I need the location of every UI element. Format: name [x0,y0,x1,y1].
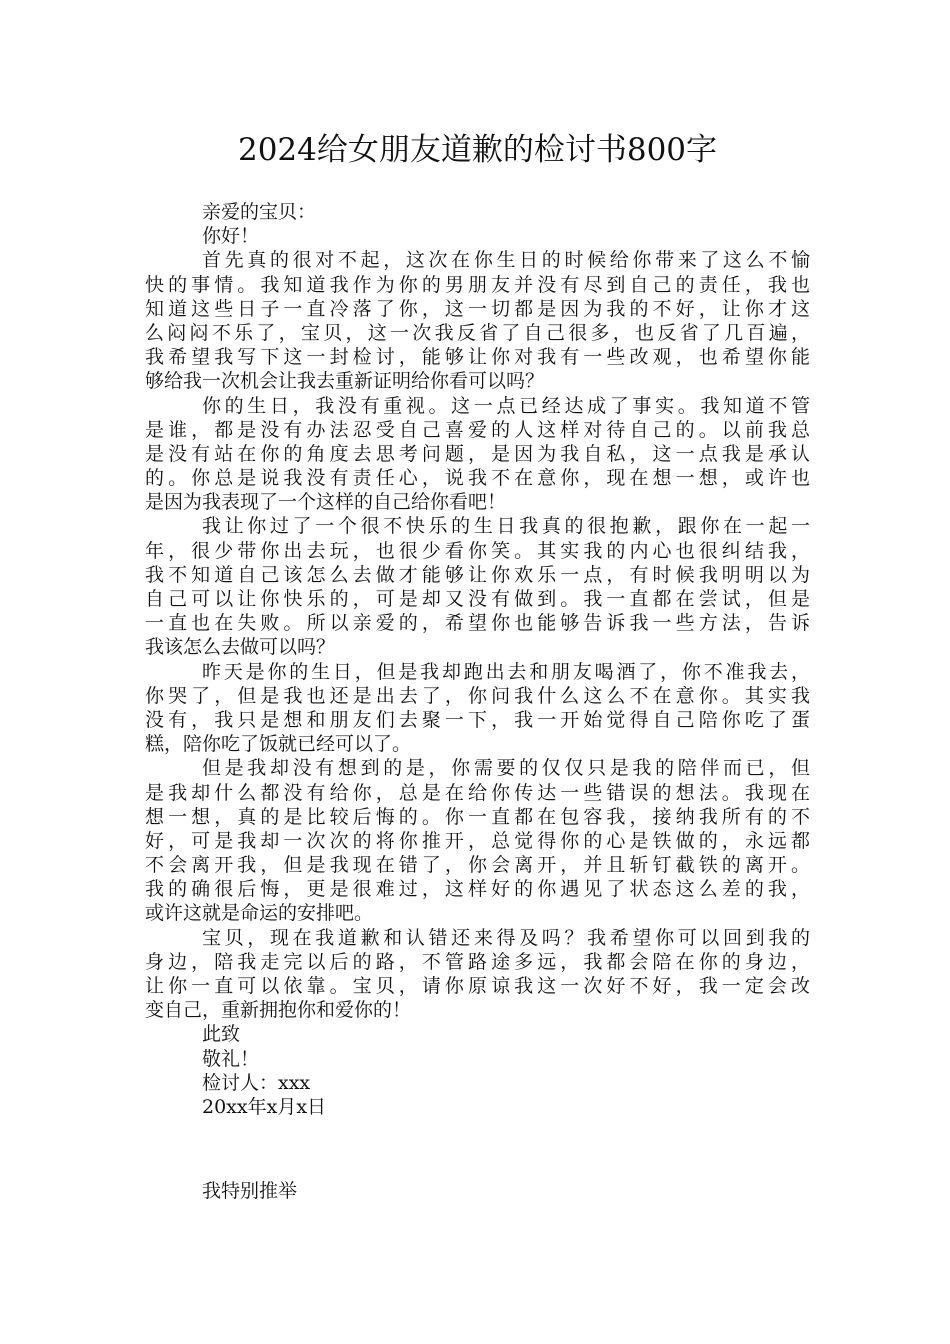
paragraph-line: 我希望我写下这一封检讨，能够让你对我有一些改观，也希望你能 [145,346,810,369]
footer-note: 我特别推举 [202,1180,298,1203]
paragraph-line: 是没有站在你的角度去思考问题，是因为我自私，这一点我是承认 [145,442,810,465]
paragraph-line: 首先真的很对不起，这次在你生日的时候给你带来了这么不愉 [202,249,810,272]
paragraph-line: 我不知道自己该怎么去做才能够让你欢乐一点，有时候我明明以为 [145,563,810,586]
paragraph-line: 昨天是你的生日，但是我却跑出去和朋友喝酒了，你不准我去， [202,660,810,683]
paragraph-line: 够给我一次机会让我去重新证明给你看可以吗？ [145,370,545,393]
paragraph-line: 宝贝，现在我道歉和认错还来得及吗？我希望你可以回到我的 [202,926,810,949]
paragraph-line: 是谁，都是没有办法忍受自己喜爱的人这样对待自己的。以前我总 [145,418,810,441]
paragraph-line: 糕，陪你吃了饭就已经可以了。 [145,733,412,756]
document-page [145,128,810,1203]
letter-body [145,200,810,1203]
paragraph-line: 一直也在失败。所以亲爱的，希望你也能够告诉我一些方法，告诉 [145,612,810,635]
paragraph-line: 你的生日，我没有重视。这一点已经达成了事实。我知道不管 [202,394,810,417]
paragraph-line: 的。你总是说我没有责任心，说我不在意你，现在想一想，或许也 [145,467,810,490]
paragraph [145,248,810,393]
paragraph-line: 或许这就是命运的安排吧。 [145,902,374,925]
paragraph-line: 但是我却没有想到的是，你需要的仅仅只是我的陪伴而已，但 [202,757,810,780]
paragraph-line: 是我却什么都没有给你，总是在给你传达一些错误的想法。我现在 [145,781,810,804]
paragraph [145,756,810,925]
paragraph [145,394,810,515]
paragraph-line: 想一想，真的是比较后悔的。你一直都在包容我，接纳我所有的不 [145,805,810,828]
paragraph-line: 好，可是我却一次次的将你推开，总觉得你的心是铁做的，永远都 [145,829,810,852]
closing: 此致 [202,1023,241,1046]
blank-space [145,1119,810,1179]
paragraph [145,514,810,659]
paragraph-line: 身边，陪我走完以后的路，不管路途多远，我都会陪在你的身边， [145,950,810,973]
regards: 敬礼！ [202,1047,260,1070]
paragraph-line: 不会离开我，但是我现在错了，你会离开，并且斩钉截铁的离开。 [145,854,810,877]
paragraph [145,926,810,1023]
paragraph-line: 年，很少带你出去玩，也很少看你笑。其实我的内心也很纠结我， [145,539,810,562]
paragraph-line: 我的确很后悔，更是很难过，这样好的你遇见了状态这么差的我， [145,878,810,901]
paragraph-line: 知道这些日子一直冷落了你，这一切都是因为我的不好，让你才这 [145,297,810,320]
paragraph-line: 你哭了，但是我也还是出去了，你问我什么这么不在意你。其实我 [145,684,810,707]
paragraph-line: 快的事情。我知道我作为你的男朋友并没有尽到自己的责任，我也 [145,273,810,296]
paragraph-line: 变自己，重新拥抱你和爱你的！ [145,999,412,1022]
paragraph-line: 么闷闷不乐了，宝贝，这一次我反省了自己很多，也反省了几百遍， [145,321,810,344]
salutation: 亲爱的宝贝： [202,201,317,223]
letter-paragraphs [145,248,810,1022]
paragraph [145,660,810,757]
signature: 检讨人：xxx [202,1071,311,1094]
paragraph-line: 让你一直可以依靠。宝贝，请你原谅我这一次好不好，我一定会改 [145,975,810,997]
document-title: 2024给女朋友道歉的检讨书800字 [237,132,718,168]
paragraph-line: 自己可以让你快乐的，可是却又没有做到。我一直都在尝试，但是 [145,588,810,610]
greeting: 你好！ [202,225,260,248]
date: 20xx年x月x日 [202,1095,327,1118]
paragraph-line: 是因为我表现了一个这样的自己给你看吧！ [145,491,507,514]
paragraph-line: 我该怎么去做可以吗？ [145,636,336,659]
paragraph-line: 没有，我只是想和朋友们去聚一下，我一开始觉得自己陪你吃了蛋 [145,708,810,731]
paragraph-line: 我让你过了一个很不快乐的生日我真的很抱歉，跟你在一起一 [202,515,810,538]
